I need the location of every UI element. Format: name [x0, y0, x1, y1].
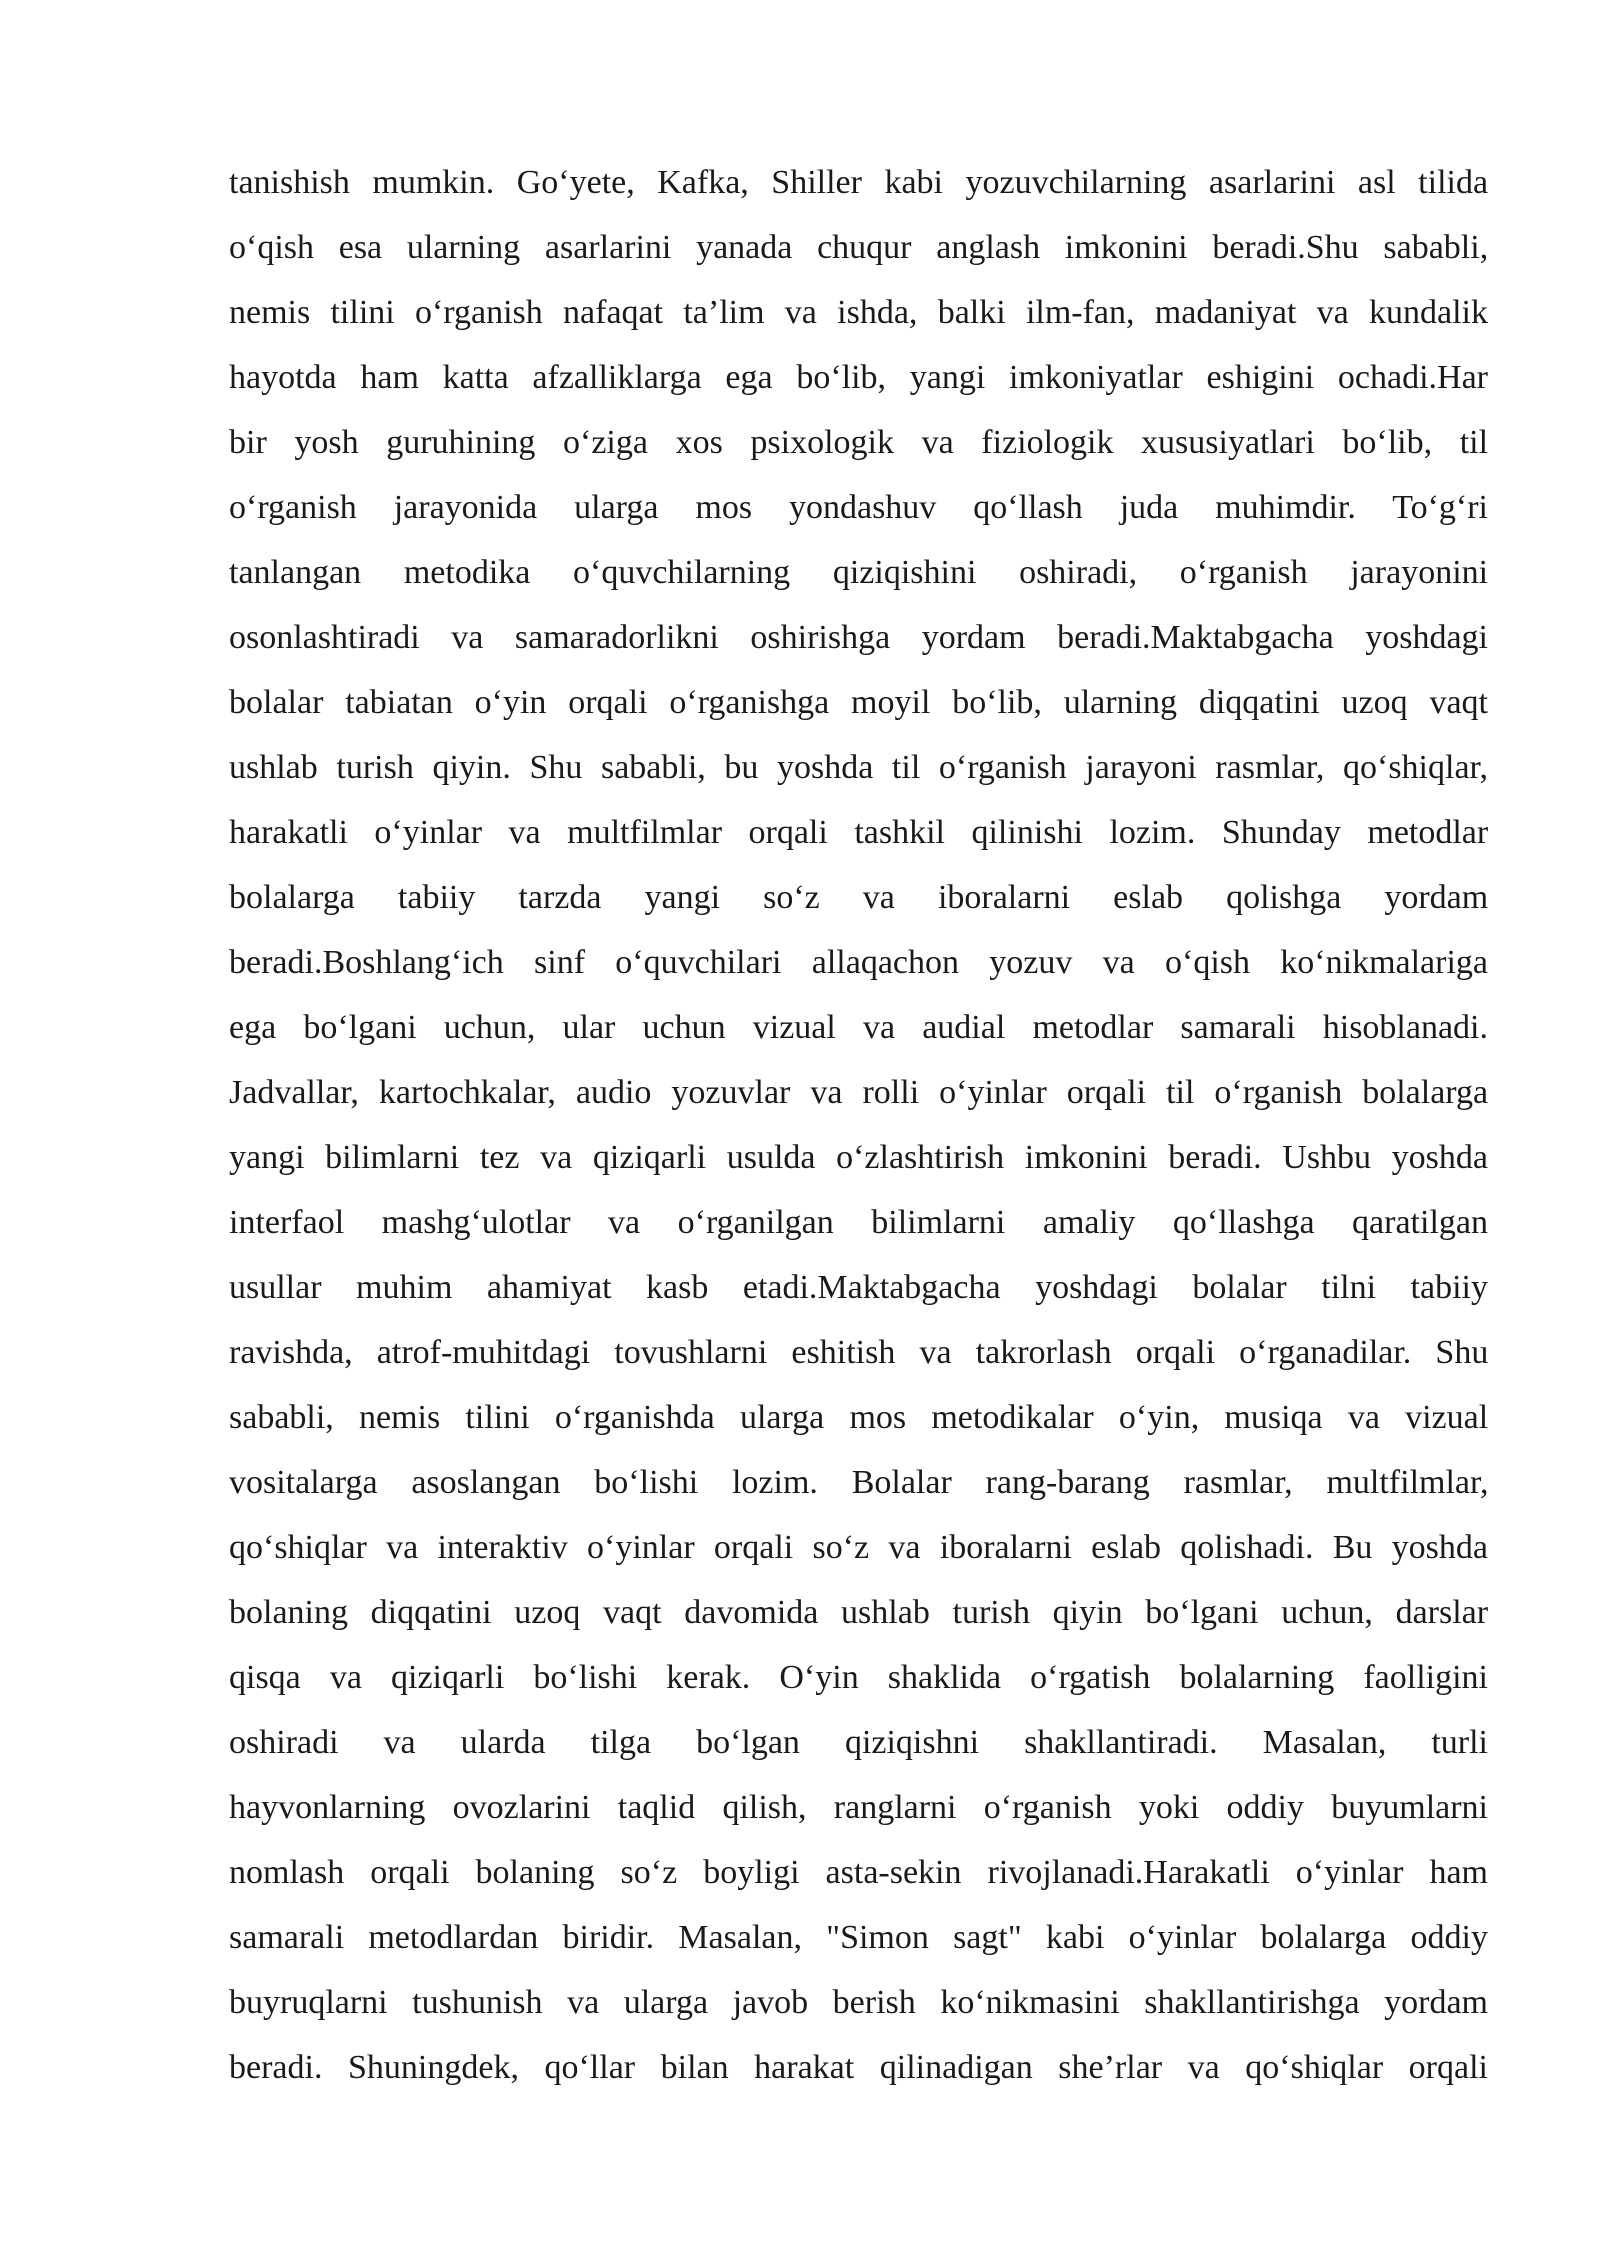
- text-line: tanlangan metodika o‘quvchilarning qiziqishini oshiradi, o‘rganish jarayonini: [229, 554, 1489, 591]
- text-line: ushlab turish qiyin. Shu sababli, bu yoshda til o‘rganish jarayoni rasmlar, qo‘shiqlar,: [229, 749, 1488, 786]
- text-line: usullar muhim ahamiyat kasb etadi.Maktabgacha yoshdagi bolalar tilni tabiiy: [229, 1269, 1488, 1306]
- text-line: bolaning diqqatini uzoq vaqt davomida ushlab turish qiyin bo‘lgani uchun, darslar: [229, 1594, 1489, 1631]
- text-line: beradi.Boshlang‘ich sinf o‘quvchilari allaqachon yozuv va o‘qish ko‘nikmalariga: [229, 944, 1488, 981]
- text-line: interfaol mashg‘ulotlar va o‘rganilgan bilimlarni amaliy qo‘llashga qaratilgan: [229, 1204, 1488, 1241]
- text-line: tanishish mumkin. Go‘yete, Kafka, Shiller kabi yozuvchilarning asarlarini asl tilida: [229, 164, 1489, 201]
- text-line: oshiradi va ularda tilga bo‘lgan qiziqishni shakllantiradi. Masalan, turli: [229, 1724, 1488, 1761]
- text-line: osonlashtiradi va samaradorlikni oshirishga yordam beradi.Maktabgacha yoshdagi: [229, 619, 1488, 656]
- text-line: nemis tilini o‘rganish nafaqat ta’lim va ishda, balki ilm-fan, madaniyat va kundalik: [229, 294, 1488, 331]
- text-line: Jadvallar, kartochkalar, audio yozuvlar va rolli o‘yinlar orqali til o‘rganish bolalarga: [229, 1074, 1489, 1111]
- text-line: o‘qish esa ularning asarlarini yanada chuqur anglash imkonini beradi.Shu sababli,: [229, 229, 1489, 266]
- text-line: nomlash orqali bolaning so‘z boyligi asta-sekin rivojlanadi.Harakatli o‘yinlar ham: [229, 1854, 1488, 1891]
- text-line: bolalar tabiatan o‘yin orqali o‘rganishga moyil bo‘lib, ularning diqqatini uzoq vaqt: [229, 684, 1488, 721]
- text-line: yangi bilimlarni tez va qiziqarli usulda o‘zlashtirish imkonini beradi. Ushbu yoshda: [229, 1139, 1488, 1176]
- text-line: sababli, nemis tilini o‘rganishda ularga mos metodikalar o‘yin, musiqa va vizual: [229, 1399, 1489, 1436]
- text-line: o‘rganish jarayonida ularga mos yondashuv qo‘llash juda muhimdir. To‘g‘ri: [229, 489, 1488, 526]
- body-text: [229, 150, 1488, 2100]
- text-line: vositalarga asoslangan bo‘lishi lozim. Bolalar rang-barang rasmlar, multfilmlar,: [229, 1464, 1489, 1501]
- text-line: buyruqlarni tushunish va ularga javob berish ko‘nikmasini shakllantirishga yordam: [229, 1984, 1488, 2021]
- text-line: ravishda, atrof-muhitdagi tovushlarni eshitish va takrorlash orqali o‘rganadilar. Shu: [229, 1334, 1489, 1371]
- text-line: bir yosh guruhining o‘ziga xos psixologik va fiziologik xususiyatlari bo‘lib, til: [229, 424, 1489, 461]
- text-line: hayvonlarning ovozlarini taqlid qilish, ranglarni o‘rganish yoki oddiy buyumlarni: [229, 1789, 1488, 1826]
- text-line: ega bo‘lgani uchun, ular uchun vizual va audial metodlar samarali hisoblanadi.: [229, 1009, 1488, 1046]
- text-line: qo‘shiqlar va interaktiv o‘yinlar orqali so‘z va iboralarni eslab qolishadi. Bu yoshda: [229, 1529, 1488, 1566]
- text-line: qisqa va qiziqarli bo‘lishi kerak. O‘yin shaklida o‘rgatish bolalarning faolligini: [229, 1659, 1488, 1696]
- text-line: bolalarga tabiiy tarzda yangi so‘z va iboralarni eslab qolishga yordam: [229, 879, 1489, 916]
- text-line: hayotda ham katta afzalliklarga ega bo‘lib, yangi imkoniyatlar eshigini ochadi.Har: [229, 359, 1488, 396]
- text-line: harakatli o‘yinlar va multfilmlar orqali tashkil qilinishi lozim. Shunday metodlar: [229, 814, 1489, 851]
- text-line: beradi. Shuningdek, qo‘llar bilan harakat qilinadigan she’rlar va qo‘shiqlar orqali: [229, 2049, 1488, 2086]
- text-line: samarali metodlardan biridir. Masalan, "Simon sagt" kabi o‘yinlar bolalarga oddiy: [229, 1919, 1488, 1956]
